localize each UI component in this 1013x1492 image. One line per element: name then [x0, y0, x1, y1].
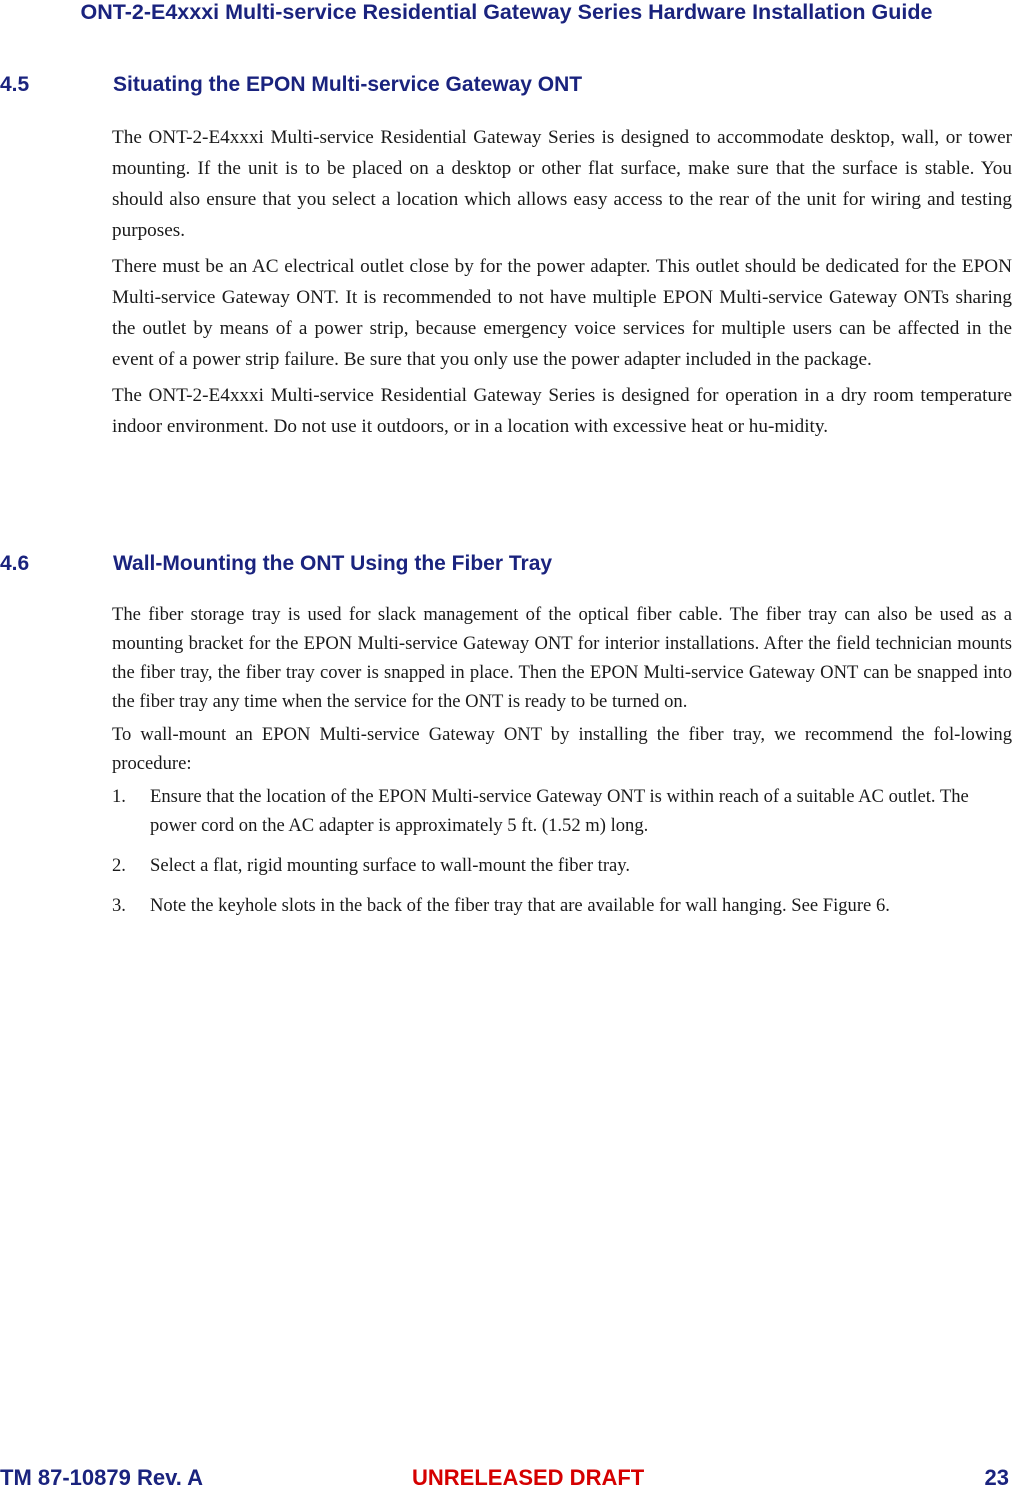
- paragraph: To wall-mount an EPON Multi-service Gateway ONT by installing the fiber tray, we recommend the fol-lowing procedure:: [112, 724, 1012, 774]
- list-item-text: Note the keyhole slots in the back of the fiber tray that are available for wall hanging. See Figure 6.: [150, 895, 890, 916]
- section-number: 4.6: [0, 552, 30, 575]
- page-footer: [0, 1466, 1013, 1492]
- paragraph: There must be an AC electrical outlet close by for the power adapter. This outlet should be dedicated for the EPON Multi-service Gateway ONT. It is recommended to not have multiple EPON Multi-service Gateway ONTs sharing the outlet by means of a power strip, because emergency voice services for multiple users can be affected in the event of a power strip failure. Be sure that you only use the power adapter included in the package.: [112, 256, 1012, 370]
- list-item: [112, 851, 1012, 880]
- page-number: 23: [984, 1465, 1009, 1490]
- section-number: 4.5: [0, 73, 30, 96]
- paragraph: The ONT-2-E4xxxi Multi-service Residential Gateway Series is designed for operation in a dry room temperature indoor environment. Do not use it outdoors, or in a location with excessive heat or hu-midity.: [112, 385, 1012, 437]
- section-title: Wall-Mounting the ONT Using the Fiber Tray: [113, 552, 553, 575]
- paragraph: The fiber storage tray is used for slack management of the optical fiber cable. The fiber tray can also be used as a mounting bracket for the EPON Multi-service Gateway ONT for interior installations. After the field technician mounts the fiber tray, the fiber tray cover is snapped in place. Then the EPON Multi-service Gateway ONT can be snapped into the fiber tray any time when the service for the ONT is ready to be turned on.: [112, 604, 1012, 712]
- list-item: [112, 782, 1012, 840]
- draft-label: UNRELEASED DRAFT: [412, 1465, 645, 1490]
- section-heading-4-5: [0, 72, 582, 98]
- list-item-text: Ensure that the location of the EPON Multi-service Gateway ONT is within reach of a suitable AC outlet. The power cord on the AC adapter is approximately 5 ft. (1.52 m) long.: [150, 786, 969, 836]
- list-marker: 2.: [112, 855, 126, 876]
- section-4-6-body: [112, 600, 1012, 931]
- document-number: TM 87-10879 Rev. A: [0, 1465, 203, 1490]
- procedure-list: [112, 782, 1012, 920]
- section-title: Situating the EPON Multi-service Gateway ONT: [113, 73, 583, 96]
- section-heading-4-6: [0, 551, 552, 577]
- running-header: ONT-2-E4xxxi Multi-service Residential Gateway Series Hardware Installation Guide: [80, 0, 933, 24]
- list-item: [112, 891, 1012, 920]
- list-item-text: Select a flat, rigid mounting surface to wall-mount the fiber tray.: [150, 855, 631, 876]
- section-4-5-body: [112, 122, 1012, 447]
- list-marker: 3.: [112, 895, 126, 916]
- paragraph: The ONT-2-E4xxxi Multi-service Residential Gateway Series is designed to accommodate desktop, wall, or tower mounting. If the unit is to be placed on a desktop or other flat surface, make sure that the surface is stable. You should also ensure that you select a location which allows easy access to the rear of the unit for wiring and testing purposes.: [112, 127, 1012, 241]
- list-marker: 1.: [112, 786, 126, 807]
